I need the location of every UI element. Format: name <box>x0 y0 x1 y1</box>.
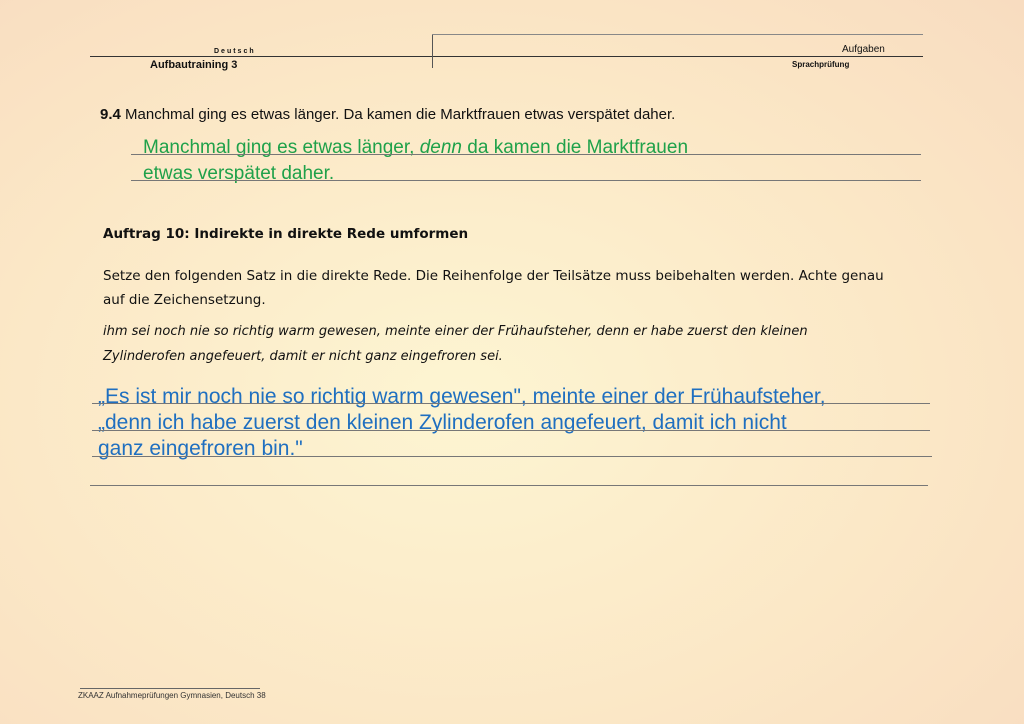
task-9-4-sentence <box>100 106 675 123</box>
answer-rule <box>92 456 932 457</box>
header-divider <box>432 34 433 68</box>
task-10-instruction-line-2: auf die Zeichensetzung. <box>103 292 266 308</box>
header-section: Aufgaben <box>842 44 885 55</box>
footer-rule <box>80 688 260 689</box>
answer-rule <box>131 154 921 155</box>
task-10-quote-line-2: Zylinderofen angefeuert, damit er nicht ganz eingefroren sei. <box>103 349 503 364</box>
task-10-answer-line-2: „denn ich habe zuerst den kleinen Zylinderofen angefeuert, damit ich nicht <box>98 411 787 434</box>
answer-rule <box>92 403 930 404</box>
task-10-instruction-line-1: Setze den folgenden Satz in die direkte Rede. Die Reihenfolge der Teilsätze muss beibehalten werden. Achte genau <box>103 268 884 284</box>
footer-text: ZKAAZ Aufnahmeprüfungen Gymnasien, Deutsch 38 <box>78 691 266 700</box>
answer-text: da kamen die Marktfrauen <box>462 137 689 158</box>
task-10-answer-line-3: ganz eingefroren bin." <box>98 437 303 460</box>
task-10-answer-line-1: „Es ist mir noch nie so richtig warm gewesen", meinte einer der Frühaufsteher, <box>98 385 826 408</box>
task-sentence: Manchmal ging es etwas länger. Da kamen die Marktfrauen etwas verspätet daher. <box>125 106 676 123</box>
task-9-4-answer-line-2: etwas verspätet daher. <box>143 163 335 184</box>
header-exam: Sprachprüfung <box>792 60 850 69</box>
task-10-quote-line-1: ihm sei noch nie so richtig warm gewesen, meinte einer der Frühaufsteher, denn er habe zuerst den kleinen <box>103 324 808 339</box>
answer-rule <box>131 180 921 181</box>
task-10-title: Auftrag 10: Indirekte in direkte Rede umformen <box>103 226 469 242</box>
header-rule <box>90 56 923 57</box>
answer-rule <box>90 485 928 486</box>
answer-emphasis: denn <box>419 137 462 158</box>
header-subject: Deutsch <box>214 48 256 55</box>
answer-rule <box>92 430 930 431</box>
task-9-4-answer-line-1 <box>143 135 688 161</box>
header-top-rule <box>432 34 923 35</box>
answer-text: Manchmal ging es etwas länger, <box>143 137 420 158</box>
header-training: Aufbautraining 3 <box>150 59 238 71</box>
task-number: 9.4 <box>100 106 121 123</box>
